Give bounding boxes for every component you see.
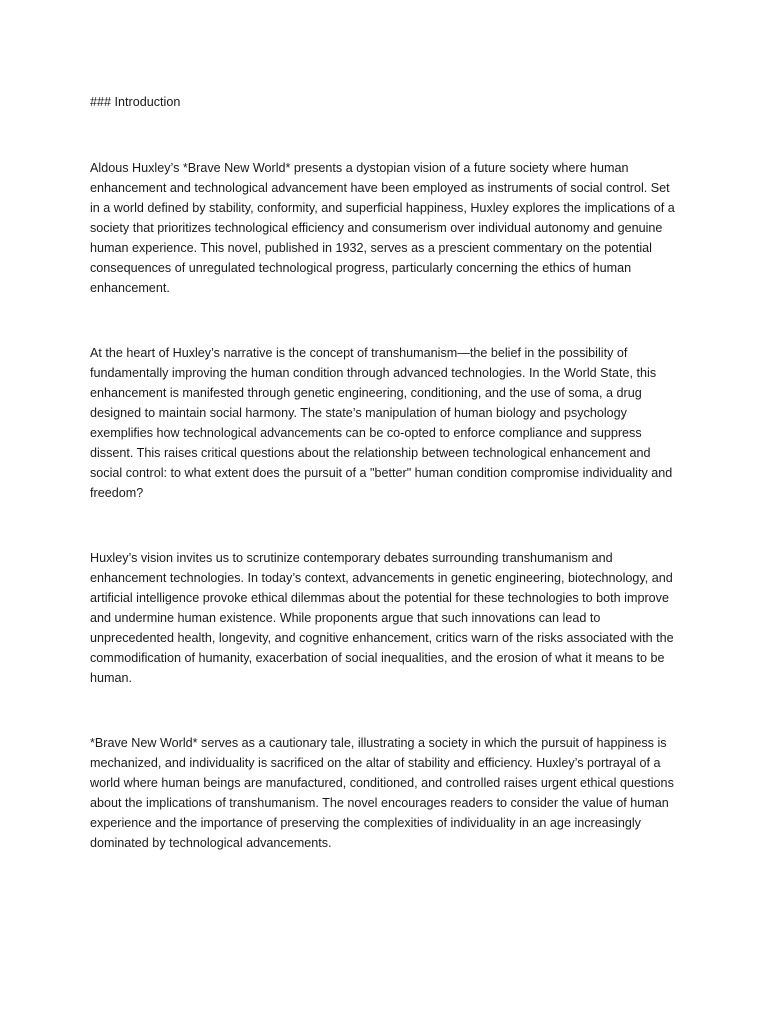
section-heading: ### Introduction xyxy=(90,95,181,109)
paragraph-1: Aldous Huxley’s *Brave New World* presents a dystopian vision of a future society where human enhancement and technological advancement have been employed as instruments of social control. Set in a world defined by stability, conformity, and superficial happiness, Huxley explores the implications of a society that prioritizes technological efficiency and consumerism over individual autonomy and genuine human experience. This novel, published in 1932, serves as a prescient commentary on the potential consequences of unregulated technological progress, particularly concerning the ethics of human enhancement. xyxy=(90,161,675,295)
paragraph-2: At the heart of Huxley’s narrative is the concept of transhumanism—the belief in the possibility of fundamentally improving the human condition through advanced technologies. In the World State, this enhancement is manifested through genetic engineering, conditioning, and the use of soma, a drug designed to maintain social harmony. The state’s manipulation of human biology and psychology exemplifies how technological advancements can be co-opted to enforce compliance and suppress dissent. This raises critical questions about the relationship between technological enhancement and social control: to what extent does the pursuit of a "better" human condition compromise individuality and freedom? xyxy=(90,346,673,500)
document-body xyxy=(90,92,682,898)
paragraph-4: *Brave New World* serves as a cautionary tale, illustrating a society in which the pursuit of happiness is mechanized, and individuality is sacrificed on the altar of stability and efficiency. Huxley’s portrayal of a world where human beings are manufactured, conditioned, and controlled raises urgent ethical questions about the implications of transhumanism. The novel encourages readers to consider the value of human experience and the importance of preserving the complexities of individuality in an age increasingly dominated by technological advancements. xyxy=(90,736,674,850)
paragraph-3: Huxley’s vision invites us to scrutinize contemporary debates surrounding transhumanism and enhancement technologies. In today’s context, advancements in genetic engineering, biotechnology, and artificial intelligence provoke ethical dilemmas about the potential for these technologies to both improve and undermine human existence. While proponents argue that such innovations can lead to unprecedented health, longevity, and cognitive enhancement, critics warn of the risks associated with the commodification of humanity, exacerbation of social inequalities, and the erosion of what it means to be human. xyxy=(90,551,674,685)
